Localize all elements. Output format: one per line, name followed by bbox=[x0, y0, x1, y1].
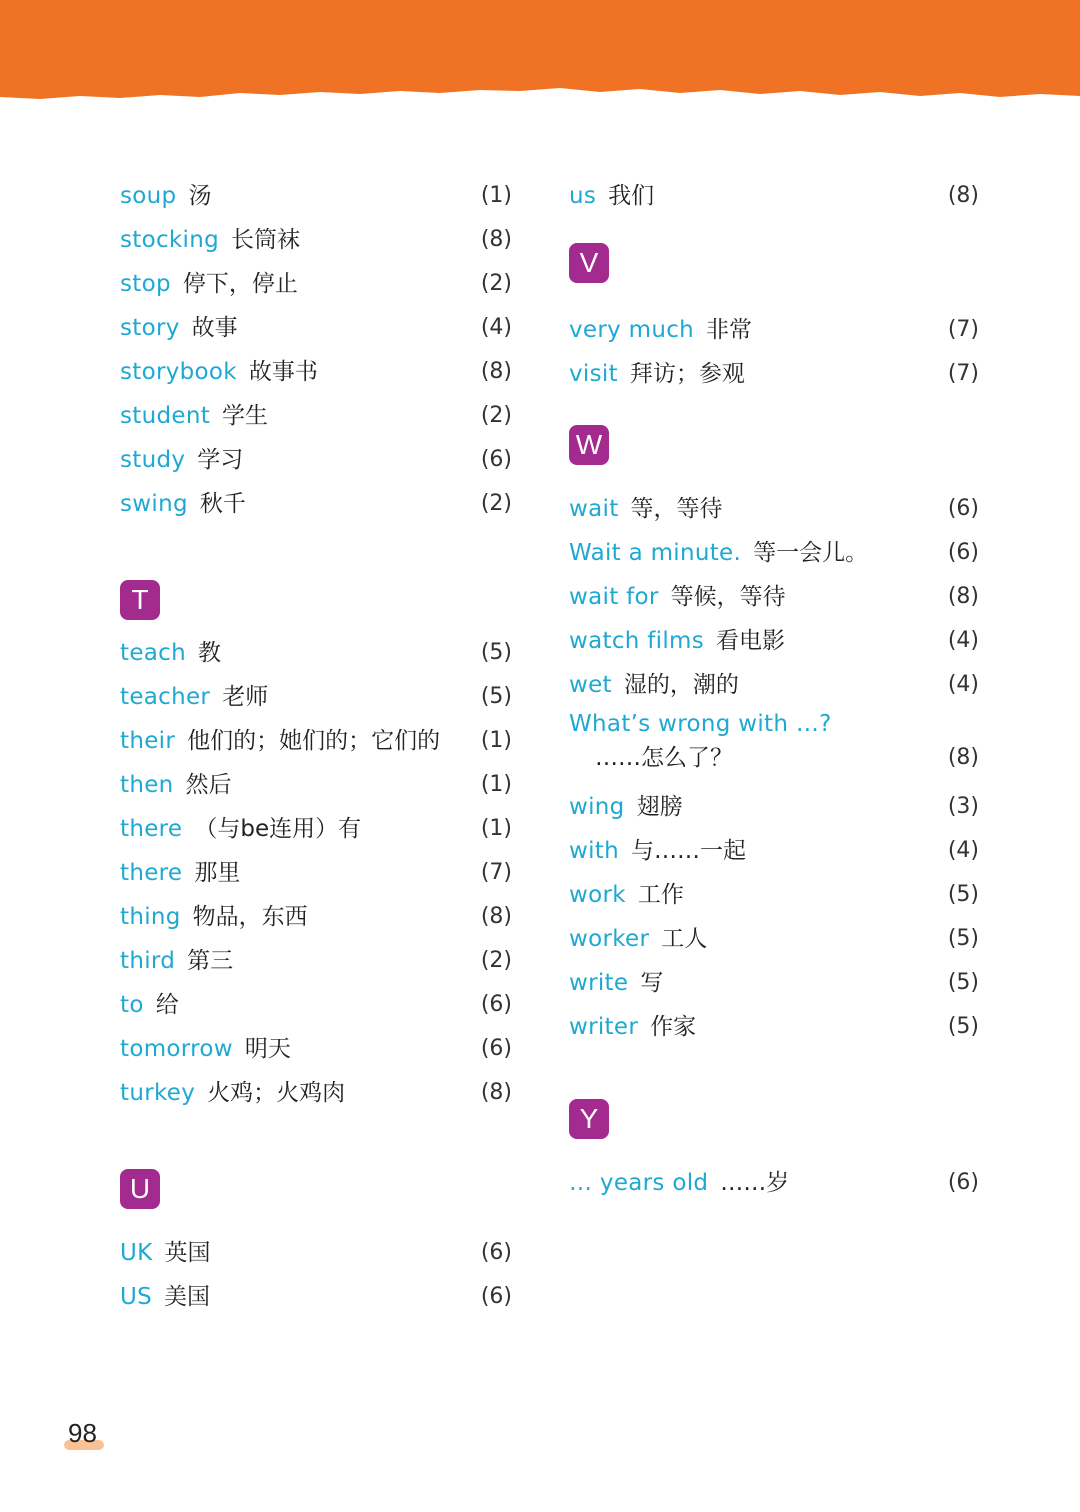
entry-row bbox=[120, 719, 512, 763]
entry-headword: swing bbox=[120, 491, 188, 517]
entry-translation: 我们 bbox=[608, 183, 655, 209]
entry-translation: 他们的；她们的；它们的 bbox=[187, 728, 441, 754]
entry-page-ref: (8) bbox=[480, 227, 512, 252]
left-column bbox=[120, 174, 512, 1319]
entry-row bbox=[569, 352, 979, 396]
entry-page-ref: (3) bbox=[947, 794, 979, 819]
entry-row bbox=[569, 308, 979, 352]
entry-translation: 停下，停止 bbox=[182, 271, 298, 297]
section-u bbox=[120, 1115, 512, 1319]
entry-headword: visit bbox=[569, 361, 618, 387]
entry-page-ref: (6) bbox=[480, 1240, 512, 1265]
entry-headword: to bbox=[120, 992, 144, 1018]
entry-row bbox=[120, 807, 512, 851]
entry-translation: 给 bbox=[155, 992, 179, 1018]
section-w bbox=[569, 396, 979, 1049]
entry-page-ref: (7) bbox=[480, 860, 512, 885]
section-v bbox=[569, 218, 979, 396]
entry-translation: 看电影 bbox=[716, 628, 786, 654]
entry-page-ref: (2) bbox=[480, 403, 512, 428]
entry-row bbox=[120, 895, 512, 939]
entry-row bbox=[120, 851, 512, 895]
entry-row bbox=[120, 1275, 512, 1319]
entry-headword: story bbox=[120, 315, 180, 341]
entry-page-ref: (1) bbox=[480, 728, 512, 753]
entry-page-ref: (1) bbox=[480, 772, 512, 797]
entry-headword: worker bbox=[569, 926, 650, 952]
letter-badge-v: V bbox=[569, 243, 609, 283]
entry-headword: write bbox=[569, 970, 629, 996]
entry-row bbox=[569, 174, 979, 218]
entry-page-ref: (4) bbox=[947, 838, 979, 863]
entry-translation: 等候，等待 bbox=[670, 584, 786, 610]
entry-translation: 明天 bbox=[244, 1036, 291, 1062]
entry-headword: writer bbox=[569, 1014, 639, 1040]
entry-headword: soup bbox=[120, 183, 177, 209]
banner-shape bbox=[0, 0, 1080, 115]
entry-page-ref: (8) bbox=[480, 359, 512, 384]
entry-translation: 火鸡；火鸡肉 bbox=[207, 1080, 346, 1106]
entry-translation: ……怎么了？ bbox=[595, 745, 733, 771]
entry-page-ref: (6) bbox=[480, 447, 512, 472]
entry-translation: 湿的，潮的 bbox=[623, 672, 739, 698]
entry-headword: US bbox=[120, 1284, 153, 1310]
entry-page-ref: (5) bbox=[947, 926, 979, 951]
entry-page-ref: (8) bbox=[480, 1080, 512, 1105]
entry-translation: 翅膀 bbox=[636, 794, 683, 820]
entry-translation: 学生 bbox=[222, 403, 269, 429]
entry-row bbox=[120, 350, 512, 394]
entry-row bbox=[569, 487, 979, 531]
entry-headword: stop bbox=[120, 271, 171, 297]
entry-row bbox=[120, 983, 512, 1027]
entry-translation: 故事书 bbox=[248, 359, 318, 385]
entry-page-ref: (1) bbox=[480, 816, 512, 841]
entry-translation: 写 bbox=[640, 970, 664, 996]
page-number: 98 bbox=[68, 1418, 97, 1448]
entry-page-ref: (4) bbox=[947, 672, 979, 697]
entry-page-ref: (4) bbox=[480, 315, 512, 340]
entry-headword: … years old bbox=[569, 1170, 709, 1196]
section-u-continued bbox=[569, 174, 979, 218]
entry-headword: there bbox=[120, 860, 183, 886]
entry-page-ref: (2) bbox=[480, 948, 512, 973]
entry-translation: （与be连用）有 bbox=[194, 816, 362, 842]
entry-row bbox=[120, 1071, 512, 1115]
entry-headword: watch films bbox=[569, 628, 705, 654]
entry-page-ref: (6) bbox=[947, 496, 979, 521]
entry-row bbox=[569, 1161, 979, 1205]
entry-row bbox=[120, 306, 512, 350]
entry-headword: tomorrow bbox=[120, 1036, 233, 1062]
entry-page-ref: (8) bbox=[480, 904, 512, 929]
entry-row bbox=[569, 575, 979, 619]
entry-page-ref: (6) bbox=[947, 1170, 979, 1195]
entry-translation: 老师 bbox=[222, 684, 269, 710]
entry-row bbox=[120, 482, 512, 526]
entry-row bbox=[120, 763, 512, 807]
entry-page-ref: (6) bbox=[480, 1036, 512, 1061]
entry-translation: 第三 bbox=[187, 948, 234, 974]
entry-row bbox=[569, 785, 979, 829]
entry-headword: with bbox=[569, 838, 619, 864]
entry-headword: then bbox=[120, 772, 174, 798]
letter-badge-u: U bbox=[120, 1169, 160, 1209]
entry-translation: 学习 bbox=[197, 447, 244, 473]
letter-badge-t: T bbox=[120, 580, 160, 620]
entry-headword: turkey bbox=[120, 1080, 196, 1106]
entry-row bbox=[120, 1231, 512, 1275]
entry-headword: wing bbox=[569, 794, 625, 820]
entry-headword: wait bbox=[569, 496, 619, 522]
entry-headword: UK bbox=[120, 1240, 153, 1266]
entry-headword: us bbox=[569, 183, 597, 209]
entry-page-ref: (5) bbox=[947, 882, 979, 907]
entry-row bbox=[120, 939, 512, 983]
entry-page-ref: (6) bbox=[480, 1284, 512, 1309]
entry-page-ref: (2) bbox=[480, 271, 512, 296]
entry-headword: wait for bbox=[569, 584, 659, 610]
entry-row bbox=[120, 675, 512, 719]
entry-page-ref: (5) bbox=[480, 684, 512, 709]
entry-page-ref: (5) bbox=[947, 970, 979, 995]
entry-page-ref: (7) bbox=[947, 361, 979, 386]
entry-translation: 美国 bbox=[164, 1284, 211, 1310]
entry-row-whats-wrong bbox=[569, 707, 979, 785]
entry-translation: 工人 bbox=[661, 926, 708, 952]
entry-translation: 秋千 bbox=[199, 491, 246, 517]
entry-page-ref: (4) bbox=[947, 628, 979, 653]
entry-headword: work bbox=[569, 882, 626, 908]
letter-badge-y: Y bbox=[569, 1099, 609, 1139]
entry-headword: teach bbox=[120, 640, 186, 666]
entry-translation: 教 bbox=[198, 640, 221, 666]
entry-row bbox=[120, 262, 512, 306]
entry-headword: thing bbox=[120, 904, 181, 930]
entry-row bbox=[569, 873, 979, 917]
entry-translation: 等一会儿。 bbox=[753, 540, 869, 566]
entry-translation: 拜访；参观 bbox=[629, 361, 745, 387]
entry-page-ref: (5) bbox=[947, 1014, 979, 1039]
entry-row bbox=[120, 218, 512, 262]
entry-headword: Wait a minute. bbox=[569, 540, 742, 566]
entry-translation: 汤 bbox=[188, 183, 212, 209]
entry-headword: storybook bbox=[120, 359, 237, 385]
section-t bbox=[120, 526, 512, 1115]
entry-page-ref: (7) bbox=[947, 317, 979, 342]
entry-translation: 故事 bbox=[191, 315, 238, 341]
entry-row bbox=[569, 961, 979, 1005]
entry-translation: 非常 bbox=[706, 317, 753, 343]
entry-page-ref: (8) bbox=[947, 745, 979, 770]
entry-headword: teacher bbox=[120, 684, 211, 710]
entry-row bbox=[569, 917, 979, 961]
entry-row bbox=[120, 438, 512, 482]
entry-row bbox=[120, 394, 512, 438]
entry-page-ref: (1) bbox=[480, 183, 512, 208]
entry-headword: stocking bbox=[120, 227, 220, 253]
entry-translation: ……岁 bbox=[720, 1170, 790, 1196]
entry-page-ref: (5) bbox=[480, 640, 512, 665]
entry-row bbox=[569, 663, 979, 707]
entry-row bbox=[120, 174, 512, 218]
entry-page-ref: (6) bbox=[480, 992, 512, 1017]
entry-headword: What’s wrong with …? bbox=[569, 711, 832, 737]
entry-headword: student bbox=[120, 403, 211, 429]
entry-headword: study bbox=[120, 447, 186, 473]
entry-translation: 与……一起 bbox=[631, 838, 746, 864]
entry-page-ref: (8) bbox=[947, 584, 979, 609]
entry-headword: their bbox=[120, 728, 176, 754]
entry-row bbox=[569, 829, 979, 873]
entry-translation: 等，等待 bbox=[630, 496, 723, 522]
entry-translation: 长筒袜 bbox=[231, 227, 301, 253]
entry-headword: there bbox=[120, 816, 183, 842]
top-banner bbox=[0, 0, 1080, 115]
entry-translation: 那里 bbox=[194, 860, 241, 886]
entry-headword: wet bbox=[569, 672, 612, 698]
entry-page-ref: (6) bbox=[947, 540, 979, 565]
letter-badge-w: W bbox=[569, 425, 609, 465]
entry-headword: third bbox=[120, 948, 176, 974]
entry-page-ref: (8) bbox=[947, 183, 979, 208]
entry-translation: 工作 bbox=[637, 882, 684, 908]
entry-row bbox=[569, 531, 979, 575]
section-s bbox=[120, 174, 512, 526]
entry-page-ref: (2) bbox=[480, 491, 512, 516]
entry-headword: very much bbox=[569, 317, 695, 343]
section-y bbox=[569, 1049, 979, 1205]
entry-translation: 物品，东西 bbox=[192, 904, 308, 930]
entry-row bbox=[569, 1005, 979, 1049]
entry-translation: 然后 bbox=[185, 772, 232, 798]
entry-row bbox=[120, 1027, 512, 1071]
right-column bbox=[569, 174, 979, 1205]
entry-translation: 作家 bbox=[650, 1014, 697, 1040]
entry-row bbox=[569, 619, 979, 663]
entry-translation: 英国 bbox=[164, 1240, 211, 1266]
entry-row bbox=[120, 631, 512, 675]
